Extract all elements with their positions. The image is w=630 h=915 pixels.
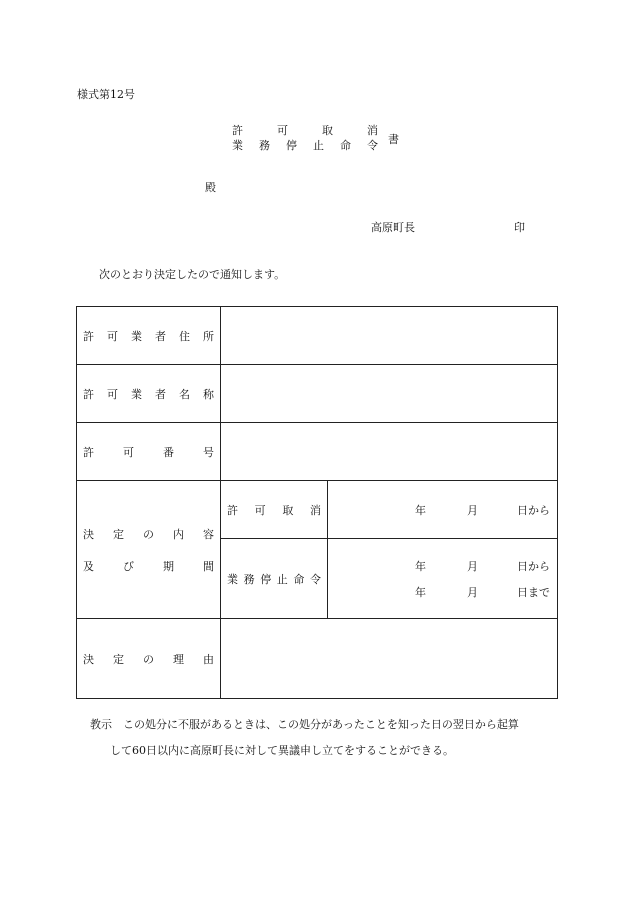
table-row xyxy=(77,423,558,481)
label-char: 許 xyxy=(83,387,94,401)
label-char: 許 xyxy=(227,503,238,517)
date-month-unit: 月 xyxy=(467,503,478,517)
date-year-unit: 年 xyxy=(415,503,426,517)
title-char: 命 xyxy=(340,139,351,152)
label-char: 定 xyxy=(113,652,124,666)
name-value-cell xyxy=(221,365,558,423)
date-from-unit: 日から xyxy=(517,503,550,517)
permit-number-label-cell xyxy=(77,423,221,481)
date-until-unit: 日まで xyxy=(517,585,550,599)
address-value-cell xyxy=(221,307,558,365)
permit-number-value-cell xyxy=(221,423,558,481)
name-label xyxy=(83,386,214,402)
title-line-revocation xyxy=(232,122,378,138)
label-char: 可 xyxy=(107,387,118,401)
label-char: 取 xyxy=(282,503,294,517)
notification-table xyxy=(76,306,558,699)
label-char: 番 xyxy=(163,445,174,459)
addressee-suffix: 殿 xyxy=(205,181,216,194)
appeal-notice xyxy=(90,712,570,764)
suspension-label-cell xyxy=(221,539,328,619)
title-char: 業 xyxy=(232,139,243,152)
label-char: 許 xyxy=(83,329,94,343)
label-char: 所 xyxy=(203,329,214,343)
label-char: 可 xyxy=(254,503,266,517)
suspension-start-line xyxy=(328,553,550,579)
title-char: 令 xyxy=(367,139,378,152)
label-char: び xyxy=(123,559,134,573)
suspension-label xyxy=(227,571,321,587)
seal-mark: 印 xyxy=(514,221,525,234)
label-char: 務 xyxy=(243,572,255,586)
label-char: の xyxy=(143,652,154,666)
label-char: 業 xyxy=(227,572,238,586)
title-suffix: 書 xyxy=(388,133,399,146)
decision-label-line1 xyxy=(83,526,214,542)
title-char: 許 xyxy=(232,124,243,137)
title-char: 消 xyxy=(367,124,378,137)
label-char: 消 xyxy=(309,503,321,517)
address-label xyxy=(83,328,214,344)
title-char: 可 xyxy=(277,124,288,137)
label-char: 理 xyxy=(173,652,184,666)
revocation-date-line xyxy=(328,497,550,523)
revocation-label xyxy=(227,502,321,518)
label-char: 容 xyxy=(203,527,214,541)
label-char: 可 xyxy=(107,329,118,343)
reason-label-cell xyxy=(77,619,221,699)
label-char: 業 xyxy=(131,329,142,343)
title-char: 務 xyxy=(259,139,270,152)
table-row xyxy=(77,619,558,699)
appeal-notice-line1: 教示 この処分に不服があるときは、この処分があったことを知った日の翌日から起算 xyxy=(90,718,519,731)
label-char: の xyxy=(143,527,154,541)
date-year-unit: 年 xyxy=(415,559,426,573)
label-char: 決 xyxy=(83,652,94,666)
label-char: 可 xyxy=(123,445,134,459)
label-char: 停 xyxy=(260,572,272,586)
appeal-notice-line2: して60日以内に高原町長に対して異議申し立てをすることができる。 xyxy=(110,744,454,757)
title-char: 止 xyxy=(313,139,324,152)
suspension-date-cell xyxy=(328,539,558,619)
label-char: 許 xyxy=(83,445,94,459)
address-label-cell xyxy=(77,307,221,365)
label-char: 決 xyxy=(83,527,94,541)
date-year-unit: 年 xyxy=(415,585,426,599)
label-char: 期 xyxy=(163,559,174,573)
title-char: 停 xyxy=(286,139,297,152)
revocation-date-cell xyxy=(328,481,558,539)
date-month-unit: 月 xyxy=(467,585,478,599)
label-char: 令 xyxy=(309,572,321,586)
label-char: 止 xyxy=(276,572,288,586)
label-char: 者 xyxy=(155,329,166,343)
label-char: 間 xyxy=(203,559,214,573)
title-char: 取 xyxy=(322,124,333,137)
title-line-suspension xyxy=(232,137,378,153)
permit-number-label xyxy=(83,444,214,460)
label-char: 住 xyxy=(179,329,190,343)
reason-value-cell xyxy=(221,619,558,699)
reason-label xyxy=(83,651,214,667)
label-char: 命 xyxy=(293,572,305,586)
revocation-label-cell xyxy=(221,481,328,539)
table-row xyxy=(77,307,558,365)
label-char: 称 xyxy=(203,387,214,401)
label-char: 由 xyxy=(203,652,214,666)
label-char: 及 xyxy=(83,559,94,573)
decision-label-line2 xyxy=(83,558,214,574)
table-row xyxy=(77,365,558,423)
label-char: 内 xyxy=(173,527,184,541)
date-month-unit: 月 xyxy=(467,559,478,573)
label-char: 者 xyxy=(155,387,166,401)
date-from-unit: 日から xyxy=(517,559,550,573)
label-char: 定 xyxy=(113,527,124,541)
label-char: 業 xyxy=(131,387,142,401)
table-row xyxy=(77,481,558,539)
decision-label-cell xyxy=(77,481,221,619)
suspension-end-line xyxy=(328,579,550,605)
label-char: 名 xyxy=(179,387,190,401)
intro-text: 次のとおり決定したので通知します。 xyxy=(99,268,286,281)
label-char: 号 xyxy=(203,445,214,459)
issuer-name: 高原町長 xyxy=(371,221,415,234)
name-label-cell xyxy=(77,365,221,423)
form-number: 様式第12号 xyxy=(77,88,135,101)
